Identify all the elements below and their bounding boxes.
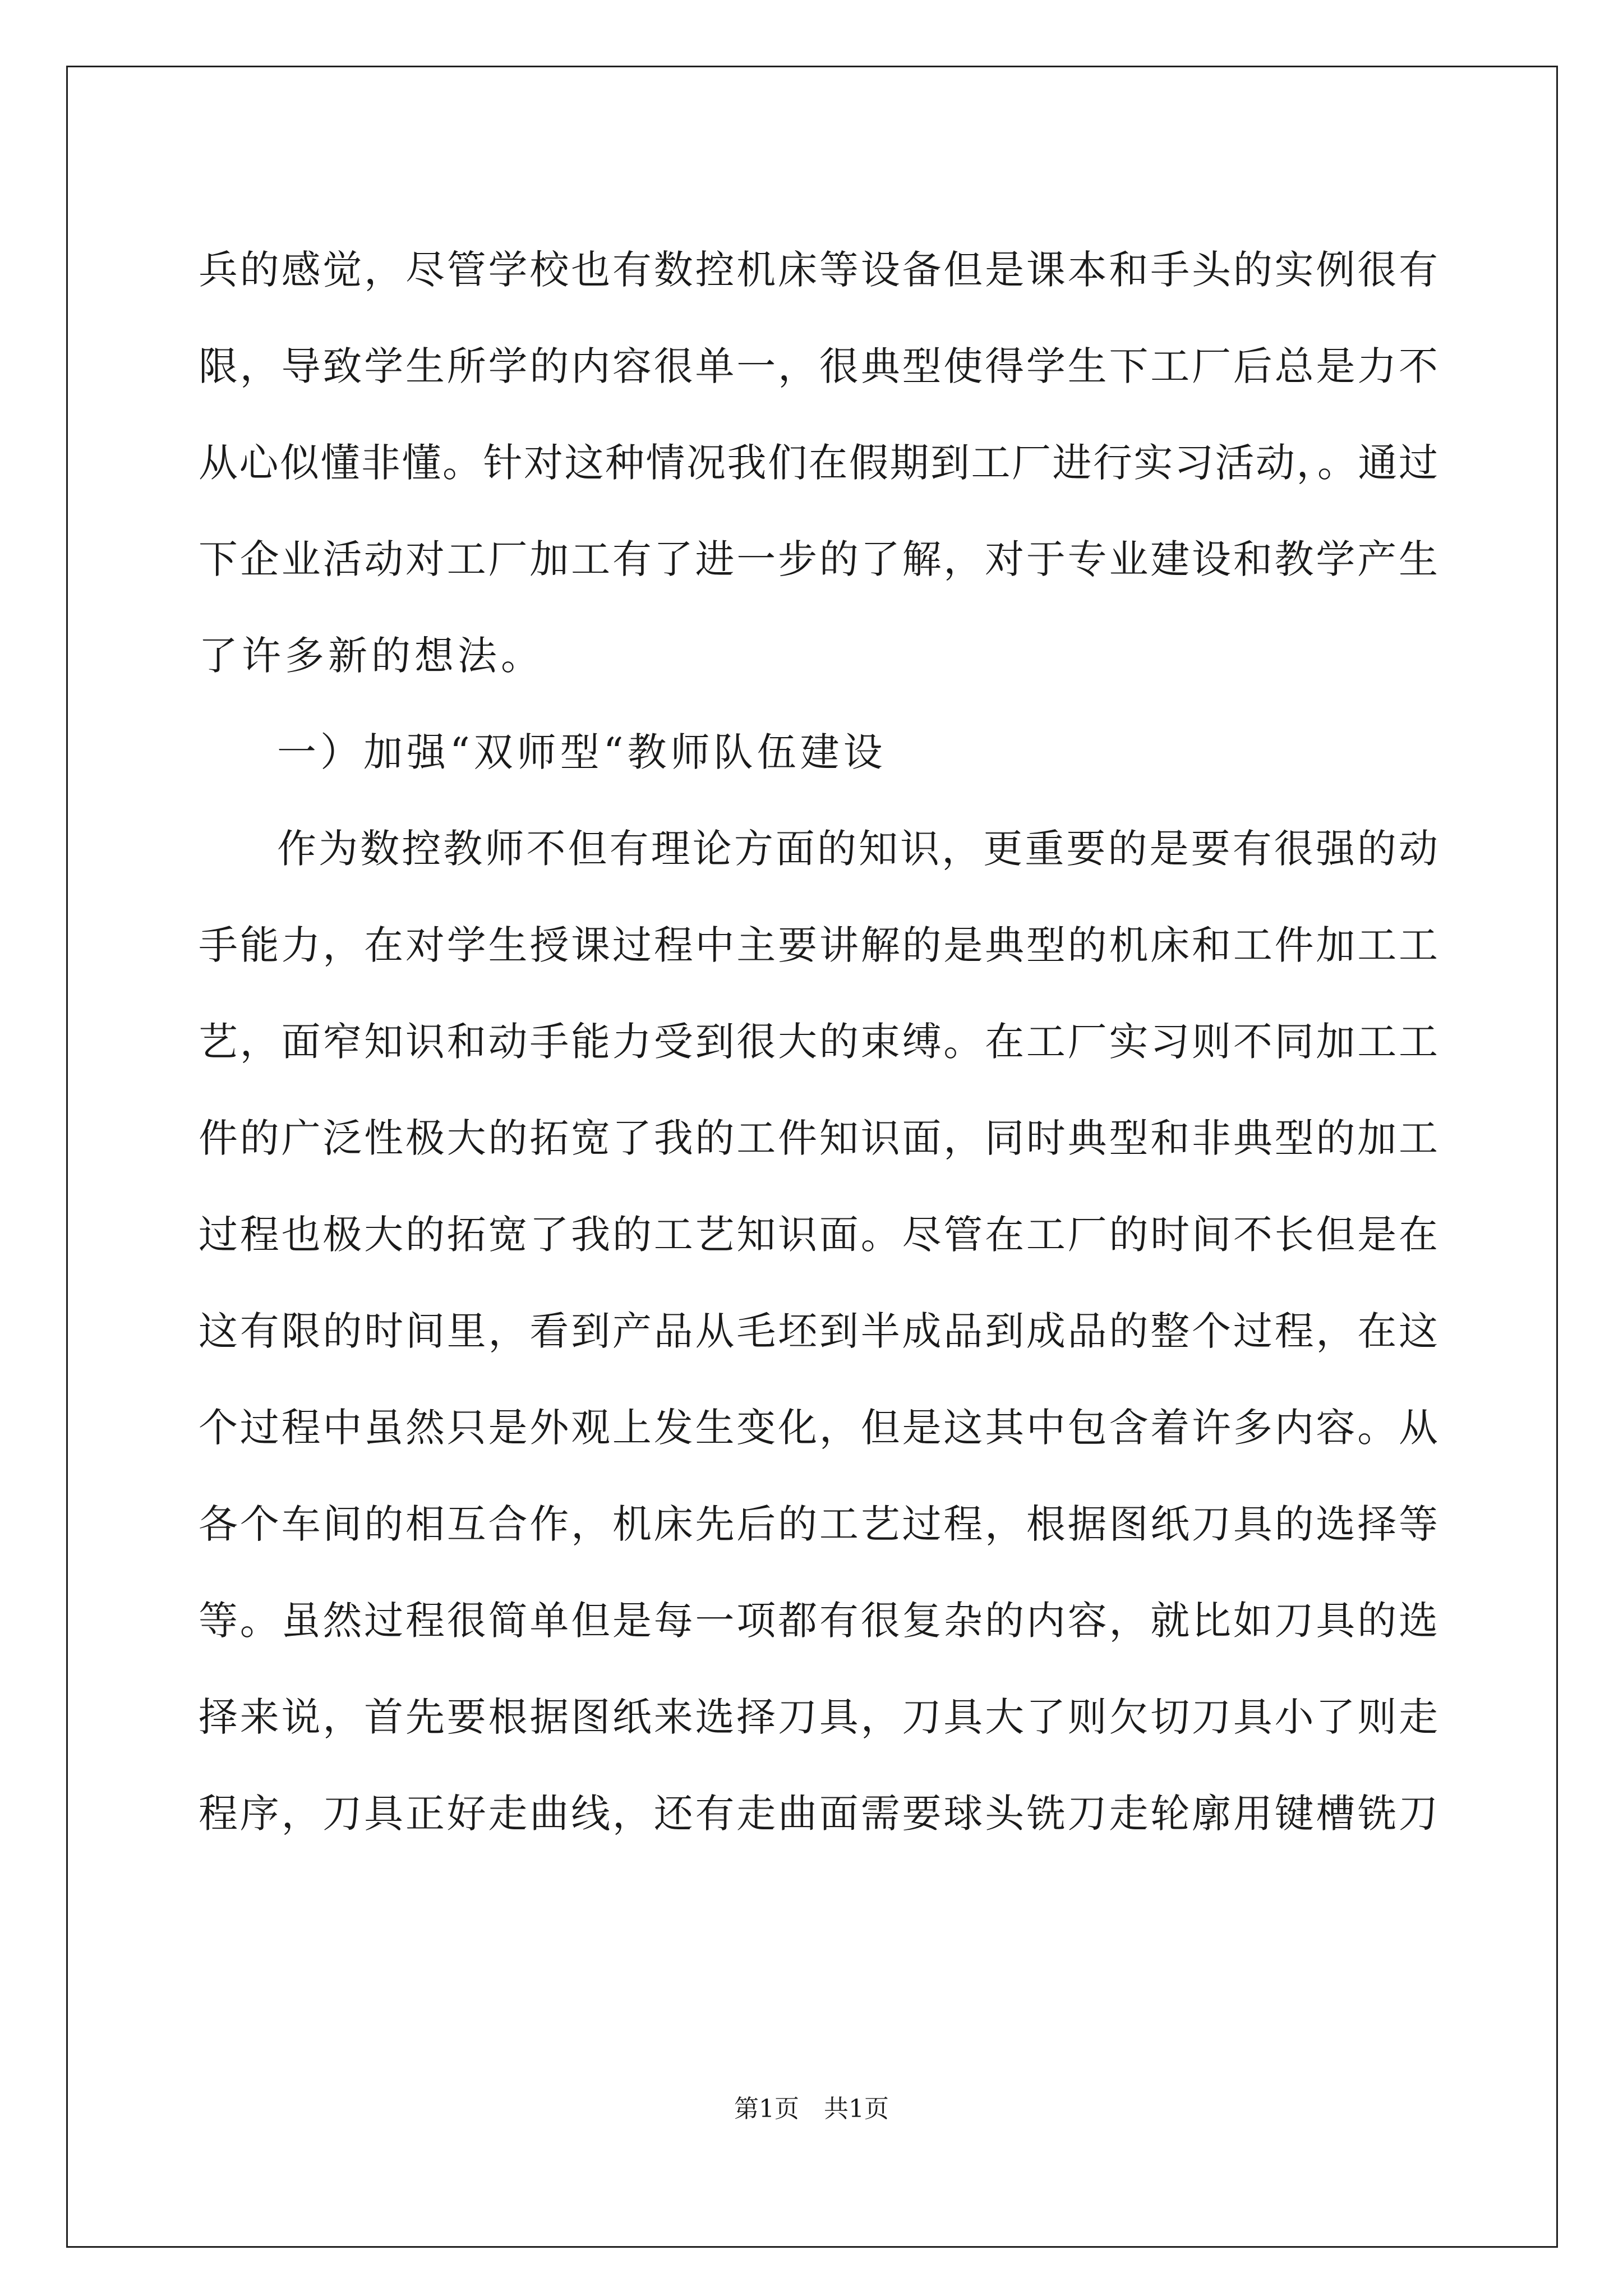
- text-line: 件的广泛性极大的拓宽了我的工件知识面，同时典型和非典型的加工: [199, 1115, 1438, 1161]
- text-line: 作为数控教师不但有理论方面的知识，更重要的是要有很强的动: [277, 826, 1438, 872]
- text-line: 兵的感觉，尽管学校也有数控机床等设备但是课本和手头的实例很有: [199, 247, 1438, 293]
- text-line: 手能力，在对学生授课过程中主要讲解的是典型的机床和工件加工工: [199, 922, 1438, 968]
- text-line: 个过程中虽然只是外观上发生变化，但是这其中包含着许多内容。从: [199, 1405, 1438, 1451]
- text-line: 程序，刀具正好走曲线，还有走曲面需要球头铣刀走轮廓用键槽铣刀: [199, 1791, 1438, 1837]
- text-line: 下企业活动对工厂加工有了进一步的了解，对于专业建设和教学产生: [199, 536, 1438, 582]
- text-line: 限，导致学生所学的内容很单一，很典型使得学生下工厂后总是力不: [199, 343, 1438, 389]
- text-line: 这有限的时间里，看到产品从毛坯到半成品到成品的整个过程，在这: [199, 1308, 1438, 1354]
- text-line: 各个车间的相互合作，机床先后的工艺过程，根据图纸刀具的选择等: [199, 1501, 1438, 1547]
- page-number-footer: 第1页 共1页: [734, 2095, 889, 2123]
- text-line: 择来说，首先要根据图纸来选择刀具，刀具大了则欠切刀具小了则走: [199, 1694, 1438, 1740]
- text-line: 过程也极大的拓宽了我的工艺知识面。尽管在工厂的时间不长但是在: [199, 1212, 1438, 1258]
- document-body: [199, 222, 1438, 1862]
- text-line: 了许多新的想法。: [199, 633, 544, 679]
- text-line: 从心似懂非懂。针对这种情况我们在假期到工厂进行实习活动，。通过: [199, 440, 1438, 486]
- section-heading: 一）加强“双师型“教师队伍建设: [277, 729, 887, 775]
- text-line: 等。虽然过程很简单但是每一项都有很复杂的内容，就比如刀具的选: [199, 1598, 1438, 1644]
- text-line: 艺，面窄知识和动手能力受到很大的束缚。在工厂实习则不同加工工: [199, 1019, 1438, 1065]
